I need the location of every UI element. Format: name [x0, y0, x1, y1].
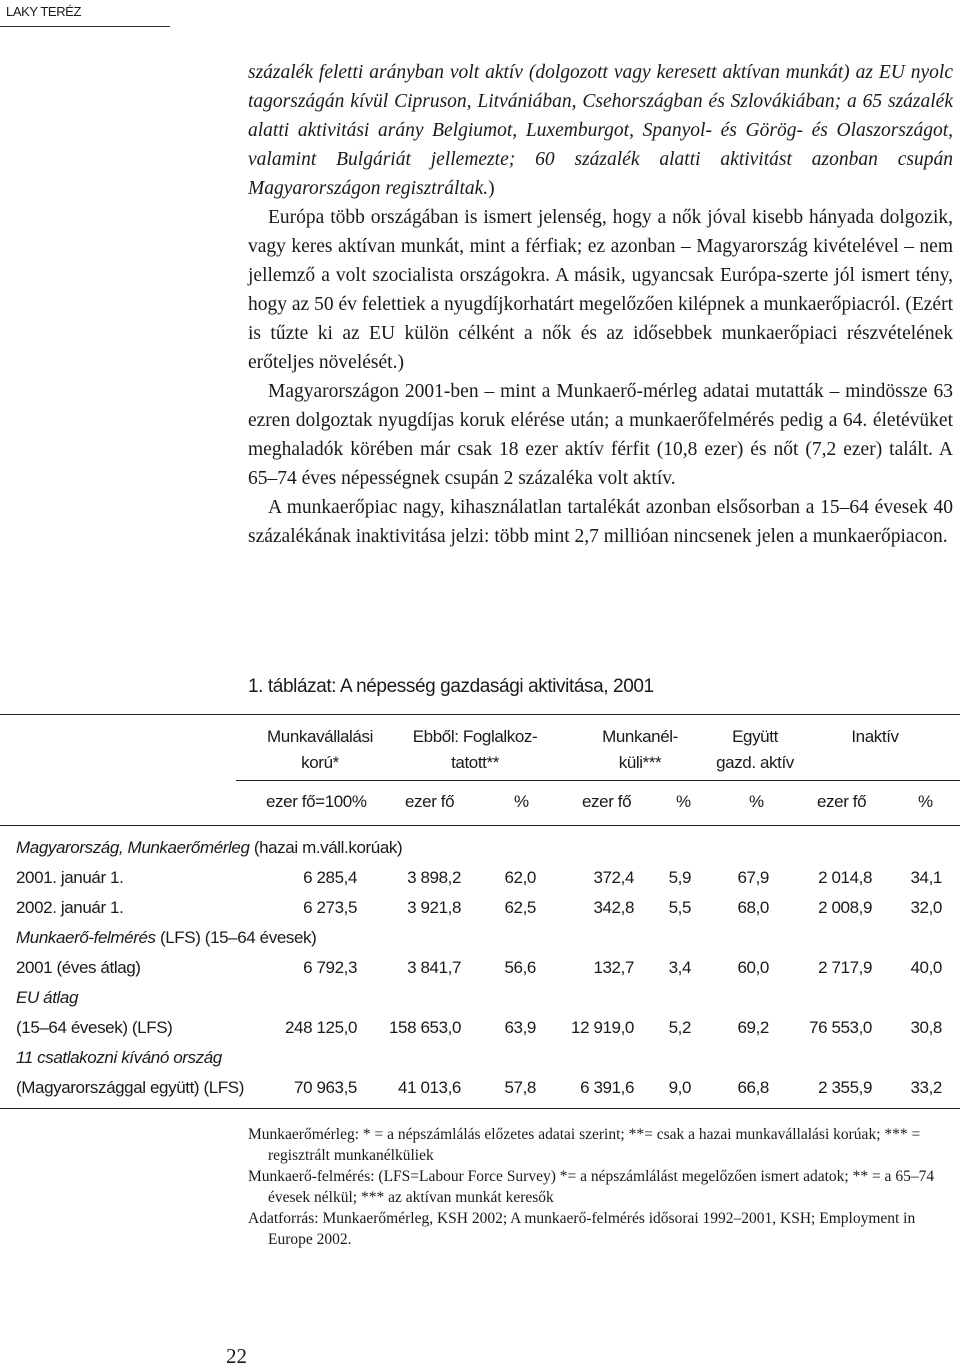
unit-col8: %	[918, 792, 933, 811]
section-label-lfs-rest: (LFS) (15–64 évesek)	[155, 928, 317, 947]
table-cell: 5,5	[668, 898, 691, 917]
table-cell: 62,0	[504, 868, 536, 887]
table-cell: 70 963,5	[294, 1078, 357, 1097]
table-cell: 12 919,0	[571, 1018, 634, 1037]
unit-col6: %	[749, 792, 764, 811]
table-cell: 32,0	[910, 898, 942, 917]
note-lfs: Munkaerő-felmérés: (LFS=Labour Force Survey) *= a népszámlálást megelőzően ismert adatok; ** = a 65–74 évesek nélkül; *** az aktívan munkát keresők	[248, 1168, 935, 1206]
section-label-eu-italic: EU átlag	[16, 988, 79, 1007]
paragraph-1-italic: százalék feletti arányban volt aktív (dolgozott vagy keresett aktívan munkát) az EU nyolc tagországán kívül Cipruson, Litvániában, Csehországban és Szlovákiában; a 65 százalék alatti aktivitási arány Belgiumot, Luxemburgot, Spanyol- és Görög- és Olaszországot, valamint Bulgáriát jellemezte; 60 százalék alatti aktivitást azonban csupán Magyarországon regisztráltak.	[248, 62, 953, 199]
table-cell: 34,1	[910, 868, 942, 887]
col-header-employed	[395, 724, 555, 776]
table-cell: 342,8	[593, 898, 634, 917]
col-header-employed-line1: Ebből: Foglalkoz-	[412, 727, 538, 746]
table-cell: 62,5	[504, 898, 536, 917]
table-top-rule	[0, 714, 960, 715]
unit-col1: ezer fő=100%	[266, 792, 367, 811]
table-bottom-rule	[0, 1108, 960, 1109]
paragraph-1	[248, 58, 953, 203]
header-mid-rule	[236, 780, 960, 781]
table-cell: 5,9	[668, 868, 691, 887]
col-header-economically-active	[700, 724, 810, 776]
page-number: 22	[226, 1344, 247, 1368]
row-label: 2001. január 1.	[16, 868, 124, 887]
col-header-employed-line2: tatott**	[451, 753, 499, 772]
row-label: (Magyarországgal együtt) (LFS)	[16, 1078, 244, 1097]
table-cell: 33,2	[910, 1078, 942, 1097]
col-header-working-age	[250, 724, 390, 776]
header-rule	[0, 26, 170, 27]
table-cell: 2 008,9	[818, 898, 872, 917]
col-header-active-line1: Együtt	[732, 727, 778, 746]
note-source: Adatforrás: Munkaerőmérleg, KSH 2002; A munkaerő-felmérés idősorai 1992–2001, KSH; Employment in Europe 2002.	[248, 1210, 916, 1248]
table-cell: 60,0	[737, 958, 769, 977]
table-cell: 63,9	[504, 1018, 536, 1037]
table-cell: 68,0	[737, 898, 769, 917]
unit-col3: %	[514, 792, 529, 811]
col-header-unemployed	[575, 724, 705, 776]
section-label-munkaeromerleg	[16, 836, 402, 860]
table-cell: 248 125,0	[284, 1018, 357, 1037]
body-text	[248, 58, 953, 551]
col-header-working-age-line2: korú*	[301, 753, 339, 772]
col-header-inactive	[820, 724, 930, 750]
paragraph-1-close: )	[488, 178, 495, 199]
table-cell: 2 014,8	[818, 868, 872, 887]
table-cell: 30,8	[910, 1018, 942, 1037]
table-cell: 3,4	[668, 958, 691, 977]
table-cell: 41 013,6	[398, 1078, 461, 1097]
table-cell: 158 653,0	[388, 1018, 461, 1037]
table-cell: 132,7	[593, 958, 634, 977]
table-cell: 9,0	[668, 1078, 691, 1097]
table-cell: 6 391,6	[580, 1078, 634, 1097]
row-label: 2002. január 1.	[16, 898, 124, 917]
table-cell: 6 273,5	[303, 898, 357, 917]
unit-col7: ezer fő	[817, 792, 867, 811]
paragraph-2: Európa több országában is ismert jelenség, hogy a nők jóval kisebb hányada dolgozik, vagy keres aktívan munkát, mint a férfiak; ez azonban – Magyarország kivételével – nem jellemző a volt szocialista országokra. A másik, ugyancsak Európa-szerte jól ismert tény, hogy az 50 év felettiek a nyugdíjkorhatárt megelőzően kilépnek a munkaerőpiacról. (Ezért is tűzte ki az EU külön célként a nők és az idősebbek munkaerőpiaci részvételének erőteljes növelését.)	[248, 207, 953, 373]
note-munkaeromerleg: Munkaerőmérleg: * = a népszámlálás előzetes adatai szerint; **= csak a hazai munkavállalási korúak; *** = regisztrált munkanélküliek	[248, 1126, 921, 1164]
table-cell: 3 898,2	[407, 868, 461, 887]
section-label-lfs-italic: Munkaerő-felmérés	[16, 928, 156, 947]
table-cell: 57,8	[504, 1078, 536, 1097]
paragraph-3: Magyarországon 2001-ben – mint a Munkaerő-mérleg adatai mutatták – mindössze 63 ezren dolgoztak nyugdíjas koruk elérése után; a munkaerőfelmérés pedig a 64. életévüket meghaladók körében már csak 18 ezer aktív férfit (10,8 ezer) és nőt (7,2 ezer) talált. A 65–74 éves népességnek csupán 2 százaléka volt aktív.	[248, 381, 953, 489]
table-cell: 6 285,4	[303, 868, 357, 887]
unit-col4: ezer fő	[582, 792, 632, 811]
paragraph-4: A munkaerőpiac nagy, kihasználatlan tartalékát azonban elsősorban a 15–64 évesek 40 százalékának inaktivitása jelzi: több mint 2,7 millióan nincsenek jelen a munkaerőpiacon.	[248, 497, 953, 547]
unit-col2: ezer fő	[405, 792, 455, 811]
table-cell: 69,2	[737, 1018, 769, 1037]
table-cell: 66,8	[737, 1078, 769, 1097]
section-label-candidates	[16, 1046, 222, 1070]
table-notes	[248, 1124, 953, 1250]
row-label: (15–64 évesek) (LFS)	[16, 1018, 173, 1037]
table-cell: 2 355,9	[818, 1078, 872, 1097]
table-cell: 40,0	[910, 958, 942, 977]
table-cell: 3 921,8	[407, 898, 461, 917]
section-label-munkaeromerleg-italic: Magyarország, Munkaerőmérleg	[16, 838, 250, 857]
col-header-unemployed-line1: Munkanél-	[602, 727, 678, 746]
table-cell: 67,9	[737, 868, 769, 887]
section-label-eu	[16, 986, 78, 1010]
header-bottom-rule	[0, 825, 960, 826]
running-header-author: LAKY TERÉZ	[6, 4, 81, 19]
col-header-unemployed-line2: küli***	[618, 753, 662, 772]
table-cell: 76 553,0	[809, 1018, 872, 1037]
col-header-working-age-line1: Munkavállalási	[267, 727, 373, 746]
table-cell: 5,2	[668, 1018, 691, 1037]
table-cell: 2 717,9	[818, 958, 872, 977]
section-label-munkaeromerleg-rest: (hazai m.váll.korúak)	[249, 838, 403, 857]
table-cell: 56,6	[504, 958, 536, 977]
col-header-active-line2: gazd. aktív	[716, 753, 794, 772]
table-cell: 6 792,3	[303, 958, 357, 977]
section-label-lfs	[16, 926, 316, 950]
unit-col5: %	[676, 792, 691, 811]
col-header-inactive-line1: Inaktív	[851, 727, 899, 746]
row-label: 2001 (éves átlag)	[16, 958, 141, 977]
table-cell: 3 841,7	[407, 958, 461, 977]
section-label-candidates-italic: 11 csatlakozni kívánó ország	[16, 1048, 222, 1067]
table-title: 1. táblázat: A népesség gazdasági aktivitása, 2001	[248, 676, 654, 697]
table-cell: 372,4	[593, 868, 634, 887]
